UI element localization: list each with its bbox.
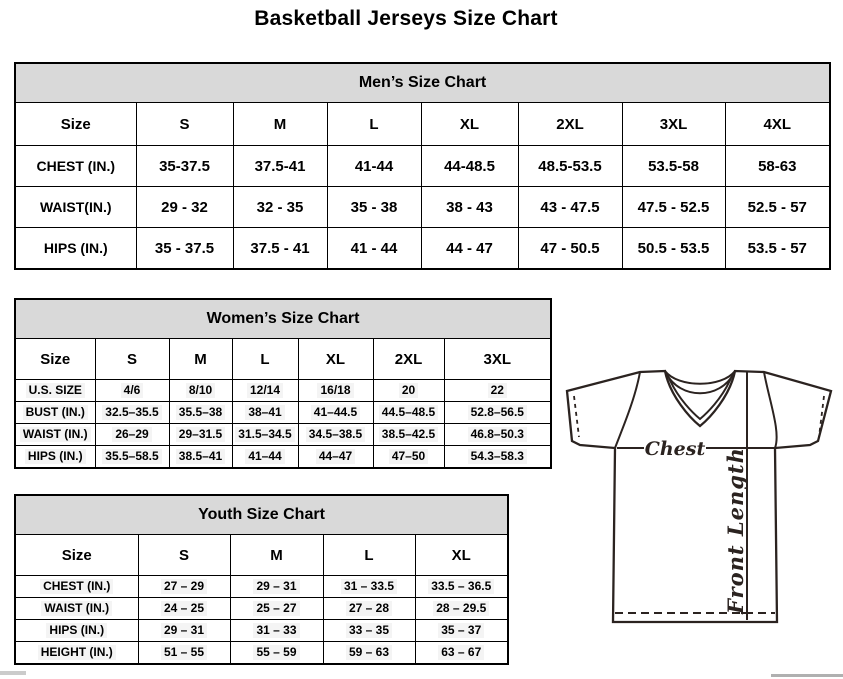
measurement-cell (136, 228, 233, 270)
row-label (15, 446, 95, 469)
cell-value: Size (40, 350, 71, 368)
cell-value: 35 - 38 (350, 198, 398, 216)
measurement-cell (169, 380, 232, 402)
cell-value: 31.5–34.5 (235, 427, 294, 442)
table-row (15, 642, 508, 665)
row-label (15, 598, 138, 620)
column-header (622, 103, 725, 146)
measurement-cell (415, 642, 508, 665)
measurement-cell (518, 146, 622, 187)
measurement-cell (298, 424, 373, 446)
column-header (421, 103, 518, 146)
measurement-cell (323, 620, 415, 642)
column-header (298, 339, 373, 380)
chest-measure-label: Chest (644, 438, 706, 460)
measurement-cell (323, 642, 415, 665)
cell-value: 35.5–58.5 (102, 449, 161, 464)
measurement-cell (138, 576, 230, 598)
cell-value: 38.5–41 (176, 449, 225, 464)
cell-value: 44-48.5 (444, 157, 495, 175)
row-label (15, 228, 136, 270)
cell-value: 31 – 33 (253, 623, 299, 638)
scrollbar-fragment-right[interactable] (771, 674, 843, 677)
measurement-cell (298, 380, 373, 402)
cell-value: 41-44 (354, 157, 394, 175)
table-header-row (15, 63, 830, 103)
cell-value: 37.5-41 (254, 157, 306, 175)
cell-value: 41 - 44 (350, 239, 398, 257)
measurement-cell (725, 187, 830, 228)
cell-value: L (364, 546, 374, 564)
cell-value: 53.5-58 (648, 157, 699, 175)
cell-value: CHEST (IN.) (40, 579, 113, 594)
column-header (323, 535, 415, 576)
cell-value: 29 – 31 (161, 623, 207, 638)
cell-value: 44.5–48.5 (379, 405, 438, 420)
cell-value: 3XL (483, 350, 512, 368)
measurement-cell (298, 402, 373, 424)
cell-value: XL (325, 350, 346, 368)
measurement-cell (232, 402, 298, 424)
column-header (725, 103, 830, 146)
column-header (373, 339, 444, 380)
scrollbar-fragment-left[interactable] (0, 671, 26, 675)
table-row (15, 402, 551, 424)
cell-value: 52.5 - 57 (747, 198, 807, 216)
measurement-cell (232, 446, 298, 469)
measurement-cell (444, 424, 551, 446)
measurement-cell (230, 620, 323, 642)
cell-value: CHEST (IN.) (36, 157, 116, 174)
cell-value: 55 – 59 (253, 645, 299, 660)
cell-value: 32.5–35.5 (102, 405, 161, 420)
row-label (15, 576, 138, 598)
column-header (15, 535, 138, 576)
measurement-cell (95, 424, 169, 446)
cell-value: 20 (399, 383, 418, 398)
cell-value: 53.5 - 57 (747, 239, 807, 257)
cell-value: 25 – 27 (253, 601, 299, 616)
table-row (15, 228, 830, 270)
cell-value: 4/6 (121, 383, 144, 398)
measurement-cell (230, 576, 323, 598)
column-header (15, 339, 95, 380)
table-row (15, 598, 508, 620)
table-row (15, 620, 508, 642)
cell-value: HIPS (IN.) (43, 239, 108, 256)
row-label (15, 642, 138, 665)
size-header-row (15, 103, 830, 146)
row-label (15, 380, 95, 402)
table-row (15, 187, 830, 228)
column-header (444, 339, 551, 380)
youth-chart-title: Youth Size Chart (15, 495, 508, 535)
youth-size-chart-table (14, 494, 509, 665)
left-cuff-stitch (574, 396, 579, 437)
column-header (136, 103, 233, 146)
cell-value: 41–44.5 (311, 405, 360, 420)
cell-value: 47 - 50.5 (540, 239, 600, 257)
cell-value: 28 – 29.5 (433, 601, 489, 616)
cell-value: M (270, 546, 283, 564)
measurement-cell (415, 598, 508, 620)
measurement-cell (622, 228, 725, 270)
cell-value: 22 (488, 383, 507, 398)
measurement-cell (136, 146, 233, 187)
cell-value: 38–41 (245, 405, 284, 420)
left-sleeve-seam (615, 372, 640, 448)
measurement-cell (518, 187, 622, 228)
cell-value: HIPS (IN.) (25, 449, 86, 464)
measurement-cell (298, 446, 373, 469)
cell-value: 12/14 (247, 383, 283, 398)
measurement-cell (233, 187, 327, 228)
measurement-cell (444, 402, 551, 424)
measurement-cell (95, 380, 169, 402)
row-label (15, 187, 136, 228)
measurement-cell (415, 620, 508, 642)
measurement-cell (421, 187, 518, 228)
measurement-cell (232, 380, 298, 402)
page-title: Basketball Jerseys Size Chart (254, 7, 558, 30)
measurement-cell (323, 576, 415, 598)
womens-size-chart-table (14, 298, 552, 469)
cell-value: Size (60, 115, 91, 133)
measurement-cell (169, 424, 232, 446)
cell-value: 35.5–38 (176, 405, 225, 420)
cell-value: 52.8–56.5 (468, 405, 527, 420)
cell-value: 2XL (394, 350, 423, 368)
cell-value: 29 – 31 (253, 579, 299, 594)
table-header-row (15, 495, 508, 535)
cell-value: Size (61, 546, 92, 564)
cell-value: 29 - 32 (161, 198, 208, 216)
measurement-cell (230, 642, 323, 665)
cell-value: S (179, 115, 190, 133)
cell-value: M (273, 115, 287, 133)
column-header (95, 339, 169, 380)
column-header (415, 535, 508, 576)
cell-value: 38 - 43 (446, 198, 493, 216)
table-header-row (15, 299, 551, 339)
size-header-row (15, 535, 508, 576)
cell-value: U.S. SIZE (26, 383, 85, 398)
row-label (15, 620, 138, 642)
size-header-row (15, 339, 551, 380)
measurement-cell (373, 380, 444, 402)
measurement-cell (622, 187, 725, 228)
column-header (138, 535, 230, 576)
cell-value: S (126, 350, 137, 368)
cell-value: 3XL (659, 115, 688, 133)
cell-value: XL (459, 115, 480, 133)
cell-value: L (260, 350, 270, 368)
measurement-cell (232, 424, 298, 446)
measurement-cell (327, 187, 421, 228)
measurement-cell (169, 402, 232, 424)
cell-value: 41–44 (245, 449, 284, 464)
measurement-cell (421, 228, 518, 270)
cell-value: 47–50 (389, 449, 428, 464)
column-header (169, 339, 232, 380)
cell-value: XL (451, 546, 471, 564)
row-label (15, 424, 95, 446)
measurement-cell (323, 598, 415, 620)
mens-size-chart-table (14, 62, 831, 270)
womens-chart-title: Women’s Size Chart (15, 299, 551, 339)
cell-value: 44 - 47 (446, 239, 493, 257)
cell-value: 24 – 25 (161, 601, 207, 616)
measurement-cell (136, 187, 233, 228)
cell-value: 33.5 – 36.5 (428, 579, 494, 594)
cell-value: 31 – 33.5 (341, 579, 397, 594)
table-row (15, 146, 830, 187)
cell-value: 16/18 (317, 383, 353, 398)
column-header (327, 103, 421, 146)
collar-back-line (665, 371, 735, 384)
measurement-cell (95, 446, 169, 469)
jersey-measurement-diagram-icon (558, 358, 840, 658)
measurement-cell (518, 228, 622, 270)
cell-value: WAIST (IN.) (41, 601, 112, 616)
measurement-cell (725, 228, 830, 270)
measurement-cell (169, 446, 232, 469)
column-header (518, 103, 622, 146)
measurement-cell (95, 402, 169, 424)
measurement-cell (622, 146, 725, 187)
measurement-cell (373, 446, 444, 469)
cell-value: 34.5–38.5 (306, 427, 365, 442)
measurement-cell (373, 424, 444, 446)
cell-value: 35 – 37 (438, 623, 484, 638)
measurement-cell (138, 620, 230, 642)
measurement-cell (233, 146, 327, 187)
cell-value: 51 – 55 (161, 645, 207, 660)
cell-value: 29–31.5 (176, 427, 225, 442)
cell-value: 26–29 (112, 427, 151, 442)
cell-value: L (369, 115, 379, 133)
column-header (233, 103, 327, 146)
cell-value: 2XL (556, 115, 584, 133)
measurement-cell (421, 146, 518, 187)
measurement-cell (327, 228, 421, 270)
column-header (230, 535, 323, 576)
cell-value: 35 - 37.5 (154, 239, 215, 257)
cell-value: 47.5 - 52.5 (637, 198, 710, 216)
cell-value: 33 – 35 (346, 623, 392, 638)
cell-value: M (194, 350, 207, 368)
cell-value: 54.3–58.3 (468, 449, 527, 464)
mens-chart-title: Men’s Size Chart (15, 63, 830, 103)
measurement-cell (230, 598, 323, 620)
row-label (15, 146, 136, 187)
cell-value: 63 – 67 (438, 645, 484, 660)
cell-value: 32 - 35 (256, 198, 304, 216)
front-length-measure-label: Front Length (723, 447, 748, 614)
cell-value: 27 – 29 (161, 579, 207, 594)
cell-value: HIPS (IN.) (46, 623, 107, 638)
measurement-cell (725, 146, 830, 187)
cell-value: WAIST(IN.) (39, 198, 112, 215)
cell-value: WAIST (IN.) (20, 427, 91, 442)
measurement-cell (444, 446, 551, 469)
table-row (15, 446, 551, 469)
column-header (232, 339, 298, 380)
cell-value: 4XL (763, 115, 792, 133)
table-row (15, 380, 551, 402)
cell-value: 27 – 28 (346, 601, 392, 616)
measurement-cell (138, 642, 230, 665)
cell-value: 58-63 (758, 157, 797, 175)
cell-value: 46.8–50.3 (468, 427, 527, 442)
measurement-cell (233, 228, 327, 270)
cell-value: 48.5-53.5 (538, 157, 602, 175)
cell-value: 37.5 - 41 (250, 239, 310, 257)
cell-value: BUST (IN.) (23, 405, 88, 420)
table-row (15, 424, 551, 446)
column-header (15, 103, 136, 146)
cell-value: 35-37.5 (159, 157, 210, 175)
cell-value: HEIGHT (IN.) (38, 645, 116, 660)
measurement-cell (373, 402, 444, 424)
cell-value: 50.5 - 53.5 (637, 239, 710, 257)
cell-value: 59 – 63 (346, 645, 392, 660)
table-row (15, 576, 508, 598)
cell-value: 38.5–42.5 (379, 427, 438, 442)
measurement-cell (444, 380, 551, 402)
cell-value: 43 - 47.5 (540, 198, 600, 216)
right-sleeve-seam (764, 372, 777, 448)
cell-value: S (178, 546, 189, 564)
measurement-cell (415, 576, 508, 598)
measurement-cell (327, 146, 421, 187)
measurement-cell (138, 598, 230, 620)
row-label (15, 402, 95, 424)
cell-value: 8/10 (186, 383, 215, 398)
cell-value: 44–47 (316, 449, 355, 464)
